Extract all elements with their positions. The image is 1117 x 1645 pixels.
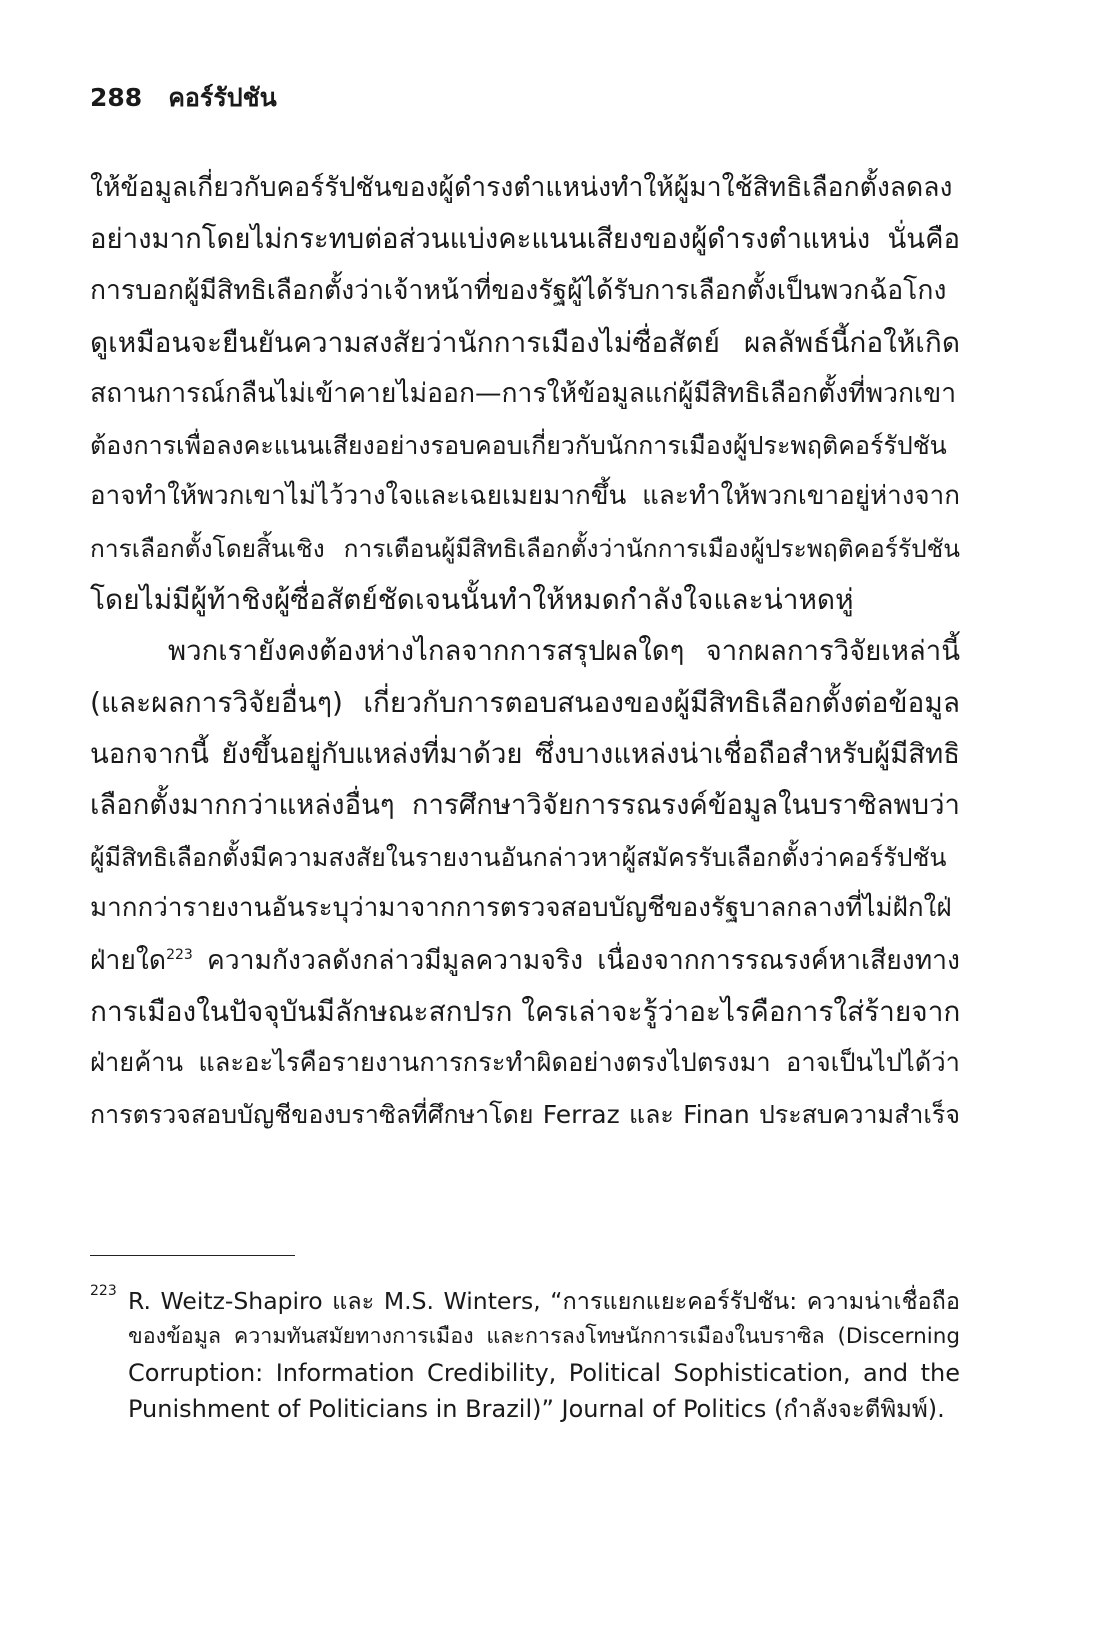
footnote-separator	[90, 1255, 295, 1256]
text-line: การเลือกตั้งโดยสิ้นเชิง การเตือนผู้มีสิทธิเลือกตั้งว่านักการเมืองผู้ประพฤติคอร์รัปชัน	[90, 533, 960, 563]
footnote-marker: 223	[90, 1283, 117, 1299]
text-line: อาจทำให้พวกเขาไม่ไว้วางใจและเฉยเมยมากขึ้น และทำให้พวกเขาอยู่ห่างจาก	[90, 481, 960, 511]
text-line: สถานการณ์กลืนไม่เข้าคายไม่ออก—การให้ข้อมูลแก่ผู้มีสิทธิเลือกตั้งที่พวกเขา	[90, 378, 957, 409]
text-line: ต้องการเพื่อลงคะแนนเสียงอย่างรอบคอบเกี่ยวกับนักการเมืองผู้ประพฤติคอร์รัปชัน	[90, 430, 947, 460]
text-line: พวกเรายังคงต้องห่างไกลจากการสรุปผลใดๆ จากผลการวิจัยเหล่านี้	[168, 634, 960, 667]
footnote-line: Corruption: Information Credibility, Political Sophistication, and the	[128, 1359, 960, 1387]
text-line: การตรวจสอบบัญชีของบราซิลที่ศึกษาโดย Ferraz และ Finan ประสบความสำเร็จ	[90, 1100, 960, 1129]
text-line: การเมืองในปัจจุบันมีลักษณะสกปรก ใครเล่าจะรู้ว่าอะไรคือการใส่ร้ายจาก	[90, 995, 961, 1028]
page-number: 288	[90, 83, 143, 112]
paragraph-2	[90, 626, 960, 1141]
text-line: การบอกผู้มีสิทธิเลือกตั้งว่าเจ้าหน้าที่ของรัฐผู้ได้รับการเลือกตั้งเป็นพวกฉ้อโกง	[90, 275, 947, 306]
running-head	[90, 78, 277, 118]
running-title: คอร์รัปชัน	[168, 83, 277, 112]
footnote-line: ของข้อมูล ความทันสมัยทางการเมือง และการลงโทษนักการเมืองในบราซิล (Discerning	[128, 1324, 960, 1349]
text-line: ผู้มีสิทธิเลือกตั้งมีความสงสัยในรายงานอันกล่าวหาผู้สมัครรับเลือกตั้งว่าคอร์รัปชัน	[90, 842, 947, 872]
paragraph-1	[90, 162, 960, 626]
text-line-with-footnote-ref	[90, 935, 960, 987]
text-fragment: ความกังวลดังกล่าวมีมูลความจริง เนื่องจากการรณรงค์หาเสียงทาง	[192, 944, 960, 976]
text-line: มากกว่ารายงานอันระบุว่ามาจากการตรวจสอบบัญชีของรัฐบาลกลางที่ไม่ฝักใฝ่	[90, 893, 952, 923]
text-line: ดูเหมือนจะยืนยันความสงสัยว่านักการเมืองไม่ซื่อสัตย์ ผลลัพธ์นี้ก่อให้เกิด	[90, 325, 960, 359]
text-line: อย่างมากโดยไม่กระทบต่อส่วนแบ่งคะแนนเสียงของผู้ดำรงตำแหน่ง นั่นคือ	[90, 222, 960, 255]
body-text	[90, 162, 960, 1141]
text-line: นอกจากนี้ ยังขึ้นอยู่กับแหล่งที่มาด้วย ซึ่งบางแหล่งน่าเชื่อถือสำหรับผู้มีสิทธิ	[90, 737, 960, 770]
text-line: เลือกตั้งมากกว่าแหล่งอื่นๆ การศึกษาวิจัยการรณรงค์ข้อมูลในบราซิลพบว่า	[90, 789, 960, 821]
text-fragment: ฝ่ายใด	[90, 944, 167, 976]
footnote-text	[128, 1283, 960, 1427]
footnote-line: R. Weitz-Shapiro และ M.S. Winters, “การแยกแยะคอร์รัปชัน: ความน่าเชื่อถือ	[128, 1287, 960, 1315]
text-line: ให้ข้อมูลเกี่ยวกับคอร์รัปชันของผู้ดำรงตำแหน่งทำให้ผู้มาใช้สิทธิเลือกตั้งลดลง	[90, 172, 953, 203]
footnote-line: Punishment of Politicians in Brazil)” Journal of Politics (กำลังจะตีพิมพ์).	[128, 1395, 945, 1423]
footnote-reference[interactable]: 223	[166, 946, 193, 963]
text-line: ฝ่ายค้าน และอะไรคือรายงานการกระทำผิดอย่างตรงไปตรงมา อาจเป็นไปได้ว่า	[90, 1047, 960, 1078]
text-line: โดยไม่มีผู้ท้าชิงผู้ซื่อสัตย์ชัดเจนนั้นทำให้หมดกำลังใจและน่าหดหู่	[90, 583, 854, 616]
text-line: (และผลการวิจัยอื่นๆ) เกี่ยวกับการตอบสนองของผู้มีสิทธิเลือกตั้งต่อข้อมูล	[90, 686, 960, 719]
